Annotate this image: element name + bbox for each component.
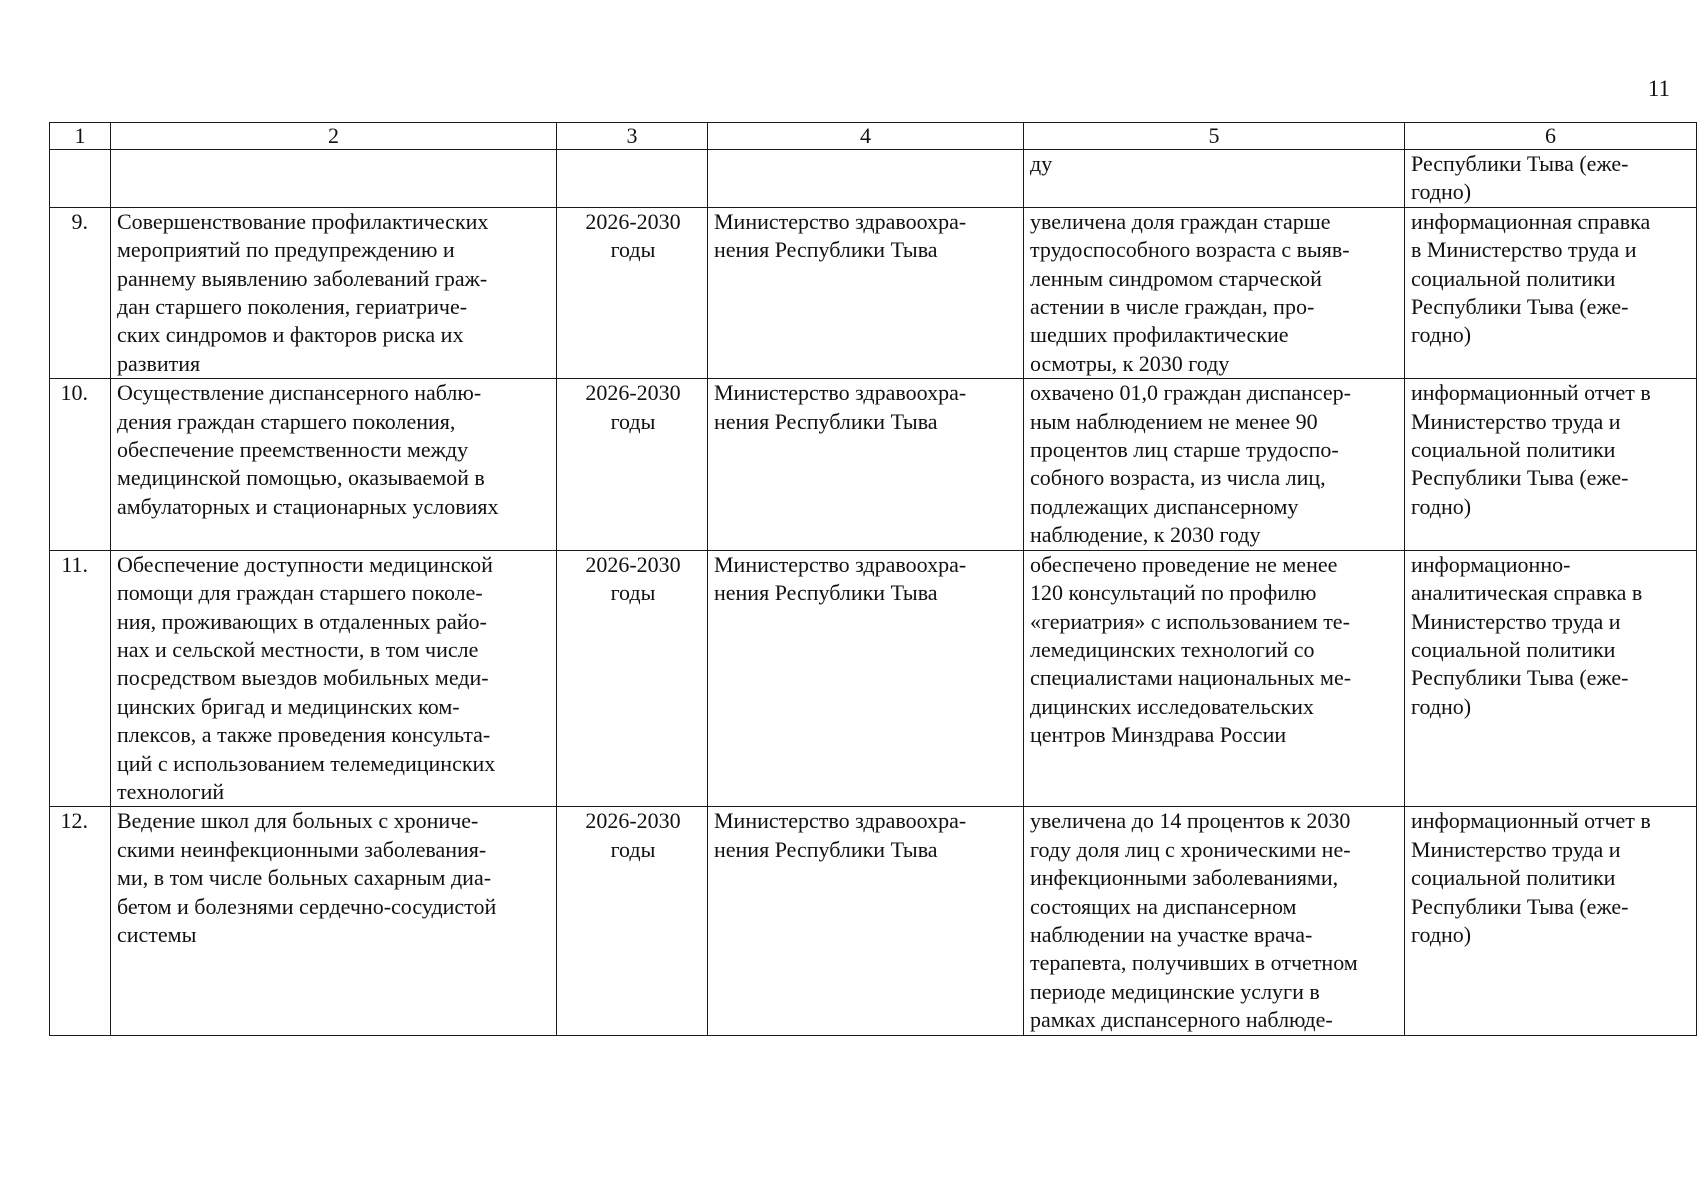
responsible-cell <box>708 379 1024 550</box>
result-line: терапевта, получивших в отчетном <box>1030 950 1358 976</box>
reporting-cell <box>1405 207 1697 378</box>
reporting-line: Министерство труда и <box>1411 608 1621 634</box>
result-line: увеличена до 14 процентов к 2030 <box>1030 808 1351 834</box>
responsible-line: Министерство здравоохра- <box>714 208 967 234</box>
activity-line: дан старшего поколения, гериатриче- <box>117 294 468 320</box>
column-header-3: 3 <box>557 123 708 150</box>
result-line: осмотры, к 2030 году <box>1030 350 1230 376</box>
activity-line: дения граждан старшего поколения, <box>117 408 456 434</box>
result-line: процентов лиц старше трудоспо- <box>1030 437 1339 463</box>
result-line: обеспечено проведение не менее <box>1030 551 1338 577</box>
result-line: ду <box>1030 151 1053 176</box>
responsible-line: Министерство здравоохра- <box>714 380 967 406</box>
result-line: инфекционными заболеваниями, <box>1030 865 1339 891</box>
activity-line: нах и сельской местности, в том числе <box>117 636 479 662</box>
reporting-line: социальной политики <box>1411 437 1616 463</box>
responsible-line: нения Республики Тыва <box>714 836 938 862</box>
number-cell: 9. <box>50 207 111 378</box>
column-header-2: 2 <box>111 123 557 150</box>
activity-line: технологий <box>117 778 225 804</box>
term-cell <box>557 807 708 1035</box>
column-number-header-row <box>50 123 1697 150</box>
reporting-line: Министерство труда и <box>1411 836 1621 862</box>
column-header-1: 1 <box>50 123 111 150</box>
table-row <box>50 550 1697 807</box>
result-line: увеличена доля граждан старше <box>1030 208 1331 234</box>
reporting-line: годно) <box>1411 493 1472 519</box>
activity-line: Осуществление диспансерного наблю- <box>117 380 482 406</box>
activity-line: Ведение школ для больных с хрониче- <box>117 808 479 834</box>
reporting-cell <box>1405 807 1697 1035</box>
result-line: шедших профилактические <box>1030 322 1289 348</box>
reporting-line: Республики Тыва (еже- <box>1411 294 1629 320</box>
result-line: охвачено 01,0 граждан диспансер- <box>1030 380 1351 406</box>
number-cell: 10. <box>50 379 111 550</box>
result-line: собного возраста, из числа лиц, <box>1030 465 1326 491</box>
table-row <box>50 207 1697 378</box>
activity-line: мероприятий по предупреждению и <box>117 237 455 263</box>
reporting-cell <box>1405 379 1697 550</box>
term-line: годы <box>610 237 656 263</box>
responsible-line: нения Республики Тыва <box>714 237 938 263</box>
activity-line: системы <box>117 921 197 947</box>
activity-line: раннему выявлению заболеваний граж- <box>117 265 488 291</box>
result-line: состоящих на диспансерном <box>1030 893 1297 919</box>
term-line: 2026-2030 <box>585 380 681 406</box>
reporting-line: информационная справка <box>1411 208 1651 234</box>
result-line: наблюдение, к 2030 году <box>1030 522 1261 548</box>
reporting-cell <box>1405 150 1697 208</box>
responsible-cell <box>708 807 1024 1035</box>
term-line: 2026-2030 <box>585 808 681 834</box>
activity-line: помощи для граждан старшего поколе- <box>117 580 483 606</box>
table-row <box>50 379 1697 550</box>
reporting-line: Республики Тыва (еже- <box>1411 893 1629 919</box>
reporting-line: Министерство труда и <box>1411 408 1621 434</box>
reporting-line: Республики Тыва (еже- <box>1411 465 1629 491</box>
reporting-line: в Министерство труда и <box>1411 237 1637 263</box>
activity-cell <box>111 150 557 208</box>
responsible-line: Министерство здравоохра- <box>714 551 967 577</box>
activity-line: ния, проживающих в отдаленных райо- <box>117 608 487 634</box>
result-line: периоде медицинские услуги в <box>1030 978 1320 1004</box>
activity-line: скими неинфекционными заболевания- <box>117 836 487 862</box>
table-row <box>50 807 1697 1035</box>
action-plan-table <box>49 122 1697 1036</box>
activity-line: амбулаторных и стационарных условиях <box>117 493 499 519</box>
activity-cell <box>111 207 557 378</box>
reporting-line: социальной политики <box>1411 265 1616 291</box>
column-header-5: 5 <box>1024 123 1405 150</box>
reporting-line: годно) <box>1411 322 1472 348</box>
result-line: дицинских исследовательских <box>1030 693 1314 719</box>
term-line: годы <box>610 408 656 434</box>
result-line: году доля лиц с хроническими не- <box>1030 836 1351 862</box>
activity-line: ских синдромов и факторов риска их <box>117 322 464 348</box>
responsible-line: Министерство здравоохра- <box>714 808 967 834</box>
responsible-cell <box>708 207 1024 378</box>
term-line: годы <box>610 580 656 606</box>
activity-line: плексов, а также проведения консульта- <box>117 722 491 748</box>
reporting-line: Республики Тыва (еже- <box>1411 151 1629 176</box>
reporting-line: Республики Тыва (еже- <box>1411 665 1629 691</box>
result-line: трудоспособного возраста с выяв- <box>1030 237 1350 263</box>
page-number: 11 <box>1647 76 1670 101</box>
reporting-cell <box>1405 550 1697 807</box>
activity-line: развития <box>117 350 201 376</box>
term-line: годы <box>610 836 656 862</box>
activity-line: медицинской помощью, оказываемой в <box>117 465 485 491</box>
result-line: специалистами национальных ме- <box>1030 665 1352 691</box>
column-header-6: 6 <box>1405 123 1697 150</box>
activity-line: цинских бригад и медицинских ком- <box>117 693 460 719</box>
number-cell: 12. <box>50 807 111 1035</box>
result-line: «гериатрия» с использованием те- <box>1030 608 1350 634</box>
result-cell <box>1024 207 1405 378</box>
term-cell <box>557 379 708 550</box>
result-cell <box>1024 550 1405 807</box>
result-cell <box>1024 150 1405 208</box>
activity-line: Совершенствование профилактических <box>117 208 489 234</box>
reporting-line: социальной политики <box>1411 865 1616 891</box>
term-cell <box>557 550 708 807</box>
responsible-line: нения Республики Тыва <box>714 580 938 606</box>
reporting-line: годно) <box>1411 693 1472 719</box>
reporting-line: аналитическая справка в <box>1411 580 1643 606</box>
activity-line: бетом и болезнями сердечно-сосудистой <box>117 893 497 919</box>
activity-line: посредством выездов мобильных меди- <box>117 665 489 691</box>
reporting-line: социальной политики <box>1411 636 1616 662</box>
term-line: 2026-2030 <box>585 551 681 577</box>
reporting-line: информационный отчет в <box>1411 808 1651 834</box>
result-line: центров Минздрава России <box>1030 722 1287 748</box>
activity-line: ций с использованием телемедицинских <box>117 750 496 776</box>
column-header-4: 4 <box>708 123 1024 150</box>
activity-cell <box>111 550 557 807</box>
result-line: ным наблюдением не менее 90 <box>1030 408 1318 434</box>
responsible-cell <box>708 550 1024 807</box>
result-cell <box>1024 807 1405 1035</box>
term-cell <box>557 207 708 378</box>
result-line: наблюдении на участке врача- <box>1030 921 1313 947</box>
term-cell <box>557 150 708 208</box>
result-line: астении в числе граждан, про- <box>1030 294 1315 320</box>
term-line: 2026-2030 <box>585 208 681 234</box>
responsible-line: нения Республики Тыва <box>714 408 938 434</box>
result-line: 120 консультаций по профилю <box>1030 580 1317 606</box>
number-cell <box>50 150 111 208</box>
result-line: рамках диспансерного наблюде- <box>1030 1007 1333 1033</box>
activity-line: обеспечение преемственности между <box>117 437 469 463</box>
reporting-line: годно) <box>1411 179 1472 205</box>
result-line: ленным синдромом старческой <box>1030 265 1322 291</box>
number-cell: 11. <box>50 550 111 807</box>
activity-cell <box>111 807 557 1035</box>
result-line: подлежащих диспансерному <box>1030 493 1299 519</box>
result-line: лемедицинских технологий со <box>1030 636 1315 662</box>
result-cell <box>1024 379 1405 550</box>
activity-line: ми, в том числе больных сахарным диа- <box>117 865 492 891</box>
reporting-line: годно) <box>1411 921 1472 947</box>
activity-line: Обеспечение доступности медицинской <box>117 551 493 577</box>
activity-cell <box>111 379 557 550</box>
responsible-cell <box>708 150 1024 208</box>
continued-row <box>50 150 1697 208</box>
reporting-line: информационный отчет в <box>1411 380 1651 406</box>
reporting-line: информационно- <box>1411 551 1571 577</box>
